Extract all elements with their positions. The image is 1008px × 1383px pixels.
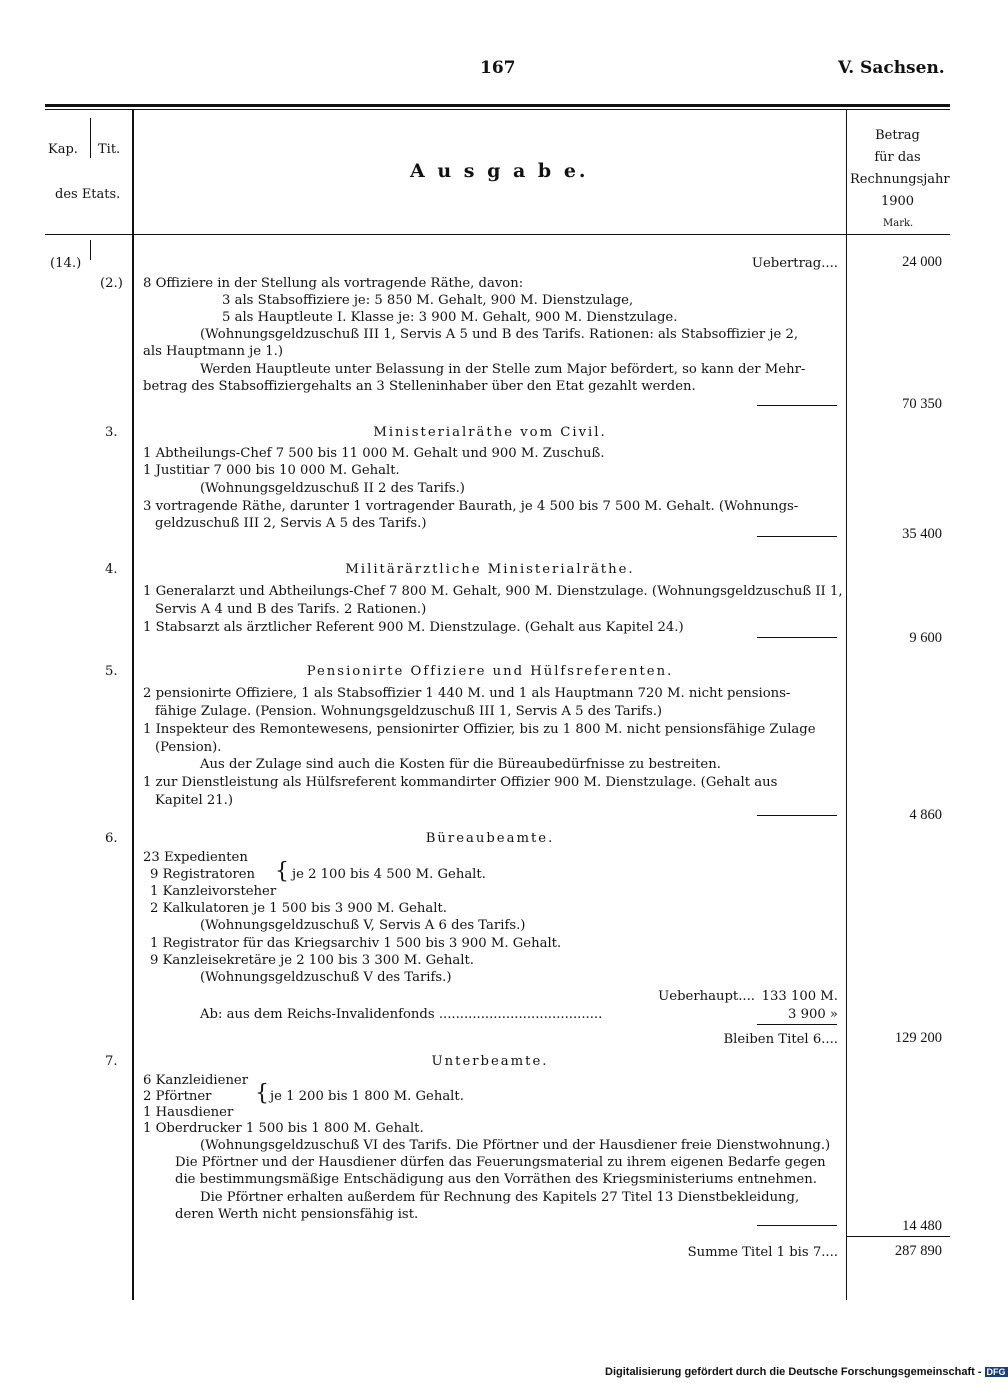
sum-rule: [757, 637, 837, 638]
t5-line: fähige Zulage. (Pension. Wohnungsgeldzuschuß III 1, Servis A 5 des Tarifs.): [155, 704, 663, 719]
t7-line: (Wohnungsgeldzuschuß VI des Tarifs. Die Pförtner und der Hausdiener freie Dienstwohnung.): [200, 1138, 831, 1153]
dfg-logo: DFG: [986, 1367, 1006, 1377]
t6-line: 1 Registrator für das Kriegsarchiv 1 500 bis 3 900 M. Gehalt.: [150, 936, 562, 951]
t2-line: 3 als Stabsoffiziere je: 5 850 M. Gehalt, 900 M. Dienstzulage,: [222, 293, 634, 308]
t4-title: Militärärztliche Ministerialräthe.: [345, 562, 635, 577]
t6-amount: 129 200: [894, 1030, 942, 1046]
col-title-ausgabe: A u s g a b e.: [410, 160, 589, 182]
sum-rule: [757, 1225, 837, 1226]
col-betrag: [850, 125, 950, 213]
t6-ab-value: 3 900 »: [787, 1007, 838, 1022]
top-rule-thin: [45, 109, 950, 110]
total-rule: [846, 1236, 950, 1237]
t7-line: deren Werth nicht pensionsfähig ist.: [175, 1207, 419, 1222]
summe-label: Summe Titel 1 bis 7....: [687, 1245, 838, 1260]
top-rule: [45, 104, 950, 107]
t2-line: betrag des Stabsoffiziergehalts an 3 Stelleninhaber über den Etat gezahlt werden.: [143, 379, 696, 394]
t2-amount: 70 350: [902, 396, 942, 412]
t6-line: 9 Kanzleisekretäre je 2 100 bis 3 300 M. Gehalt.: [150, 953, 474, 968]
t4-line: 1 Generalarzt und Abtheilungs-Chef 7 800 M. Gehalt, 900 M. Dienstzulage. (Wohnungsgeldzuschuß II 1,: [143, 584, 843, 599]
tit-2: (2.): [100, 276, 123, 291]
summe-amount: 287 890: [894, 1243, 942, 1259]
t2-line: 8 Offiziere in der Stellung als vortragende Räthe, davon:: [143, 276, 524, 291]
t6-group-item: 1 Kanzleivorsteher: [150, 884, 277, 899]
column-divider-left: [132, 110, 134, 1300]
sum-rule: [757, 815, 837, 816]
t5-line: 2 pensionirte Offiziere, 1 als Stabsoffizier 1 440 M. und 1 als Hauptmann 720 M. nicht pensions-: [143, 686, 791, 701]
section-title: V. Sachsen.: [838, 58, 945, 78]
tit-7: 7.: [105, 1054, 118, 1069]
footer: [605, 1366, 1008, 1378]
t6-group-item: 23 Expedienten: [143, 850, 248, 865]
t2-line: Werden Hauptleute unter Belassung in der Stelle zum Major befördert, so kann der Mehr-: [200, 362, 806, 377]
t2-line: (Wohnungsgeldzuschuß III 1, Servis A 5 und B des Tarifs. Rationen: als Stabsoffizier je 2,: [200, 327, 799, 342]
footer-text: Digitalisierung gefördert durch die Deutsche Forschungsgemeinschaft -: [605, 1366, 982, 1378]
t7-group-item: 2 Pförtner: [143, 1089, 212, 1104]
t7-title: Unterbeamte.: [431, 1054, 549, 1069]
col-des-etats: des Etats.: [55, 187, 121, 202]
col-unit: Mark.: [883, 218, 914, 229]
t6-title: Büreaubeamte.: [425, 831, 555, 846]
t7-line: die bestimmungsmäßige Entschädigung aus den Vorräthen des Kriegsministeriums entnehmen.: [175, 1172, 817, 1187]
t6-group-text: je 2 100 bis 4 500 M. Gehalt.: [292, 867, 486, 882]
t3-line: geldzuschuß III 2, Servis A 5 des Tarifs.): [155, 516, 427, 531]
t5-line: 1 Inspekteur des Remontewesens, pensionirter Offizier, bis zu 1 800 M. nicht pensionsfähige Zulage: [143, 722, 816, 737]
t6-ueberhaupt-value: 133 100 M.: [761, 989, 838, 1004]
t6-line: (Wohnungsgeldzuschuß V, Servis A 6 des Tarifs.): [200, 918, 526, 933]
t3-line: 3 vortragende Räthe, darunter 1 vortragender Baurath, je 4 500 bis 7 500 M. Gehalt. (Wohnungs-: [143, 499, 799, 514]
t3-line: (Wohnungsgeldzuschuß II 2 des Tarifs.): [200, 481, 465, 496]
betrag-line: 1900: [880, 194, 915, 209]
betrag-line: für das: [874, 150, 921, 165]
t2-line: 5 als Hauptleute I. Klasse je: 3 900 M. Gehalt, 900 M. Dienstzulage.: [222, 310, 678, 325]
sum-rule: [757, 536, 837, 537]
kap-14: (14.): [50, 256, 82, 271]
t7-group-text: je 1 200 bis 1 800 M. Gehalt.: [270, 1089, 464, 1104]
kap-tit-divider: [90, 118, 91, 158]
t4-amount: 9 600: [909, 630, 942, 646]
t6-brace: {: [275, 859, 289, 884]
tit-5: 5.: [105, 664, 118, 679]
page-number: 167: [480, 58, 516, 78]
sum-rule: [757, 1024, 837, 1025]
t6-line: (Wohnungsgeldzuschuß V des Tarifs.): [200, 970, 452, 985]
t3-title: Ministerialräthe vom Civil.: [373, 425, 607, 440]
sum-rule: [757, 405, 837, 406]
t3-line: 1 Justitiar 7 000 bis 10 000 M. Gehalt.: [143, 463, 400, 478]
t3-amount: 35 400: [902, 526, 942, 542]
t7-amount: 14 480: [902, 1218, 942, 1234]
t5-amount: 4 860: [909, 807, 942, 823]
t6-group-item: 9 Registratoren: [150, 867, 256, 882]
tit-6: 6.: [105, 831, 118, 846]
uebertrag-label: Uebertrag....: [751, 256, 838, 271]
kap-tit-divider-body: [90, 240, 91, 260]
t6-ab-label: Ab: aus dem Reichs-Invalidenfonds .......................................: [200, 1007, 603, 1022]
t7-line: Die Pförtner erhalten außerdem für Rechnung des Kapitels 27 Titel 13 Dienstbekleidung,: [200, 1190, 800, 1205]
t3-line: 1 Abtheilungs-Chef 7 500 bis 11 000 M. Gehalt und 900 M. Zuschuß.: [143, 446, 605, 461]
t4-line: 1 Stabsarzt als ärztlicher Referent 900 M. Dienstzulage. (Gehalt aus Kapitel 24.): [143, 620, 684, 635]
column-divider-right: [846, 110, 847, 1300]
tit-3: 3.: [105, 425, 118, 440]
t7-brace: {: [255, 1081, 269, 1106]
header-rule: [45, 234, 950, 235]
t5-line: (Pension).: [155, 740, 222, 755]
uebertrag-amount: 24 000: [902, 254, 942, 270]
betrag-line: Rechnungsjahr: [850, 172, 950, 187]
col-tit: Tit.: [98, 142, 121, 157]
t5-title: Pensionirte Offiziere und Hülfsreferenten.: [306, 664, 674, 679]
t5-line: Kapitel 21.): [155, 793, 234, 808]
tit-4: 4.: [105, 562, 118, 577]
t7-line: 1 Oberdrucker 1 500 bis 1 800 M. Gehalt.: [143, 1121, 424, 1136]
t5-line: Aus der Zulage sind auch die Kosten für die Büreaubedürfnisse zu bestreiten.: [200, 757, 721, 772]
t6-bleiben: Bleiben Titel 6....: [723, 1032, 838, 1047]
t5-line: 1 zur Dienstleistung als Hülfsreferent kommandirter Offizier 900 M. Dienstzulage. (Gehalt aus: [143, 775, 778, 790]
betrag-line: Betrag: [875, 128, 920, 143]
t7-group-item: 1 Hausdiener: [143, 1105, 234, 1120]
col-kap: Kap.: [48, 142, 78, 157]
t4-line: Servis A 4 und B des Tarifs. 2 Rationen.): [155, 602, 427, 617]
t7-line: Die Pförtner und der Hausdiener dürfen das Feuerungsmaterial zu ihrem eigenen Bedarfe gegen: [175, 1155, 826, 1170]
t6-line: 2 Kalkulatoren je 1 500 bis 3 900 M. Gehalt.: [150, 901, 447, 916]
t7-group-item: 6 Kanzleidiener: [143, 1073, 249, 1088]
t2-line: als Hauptmann je 1.): [143, 344, 283, 359]
t6-ueberhaupt-label: Ueberhaupt....: [658, 989, 755, 1004]
